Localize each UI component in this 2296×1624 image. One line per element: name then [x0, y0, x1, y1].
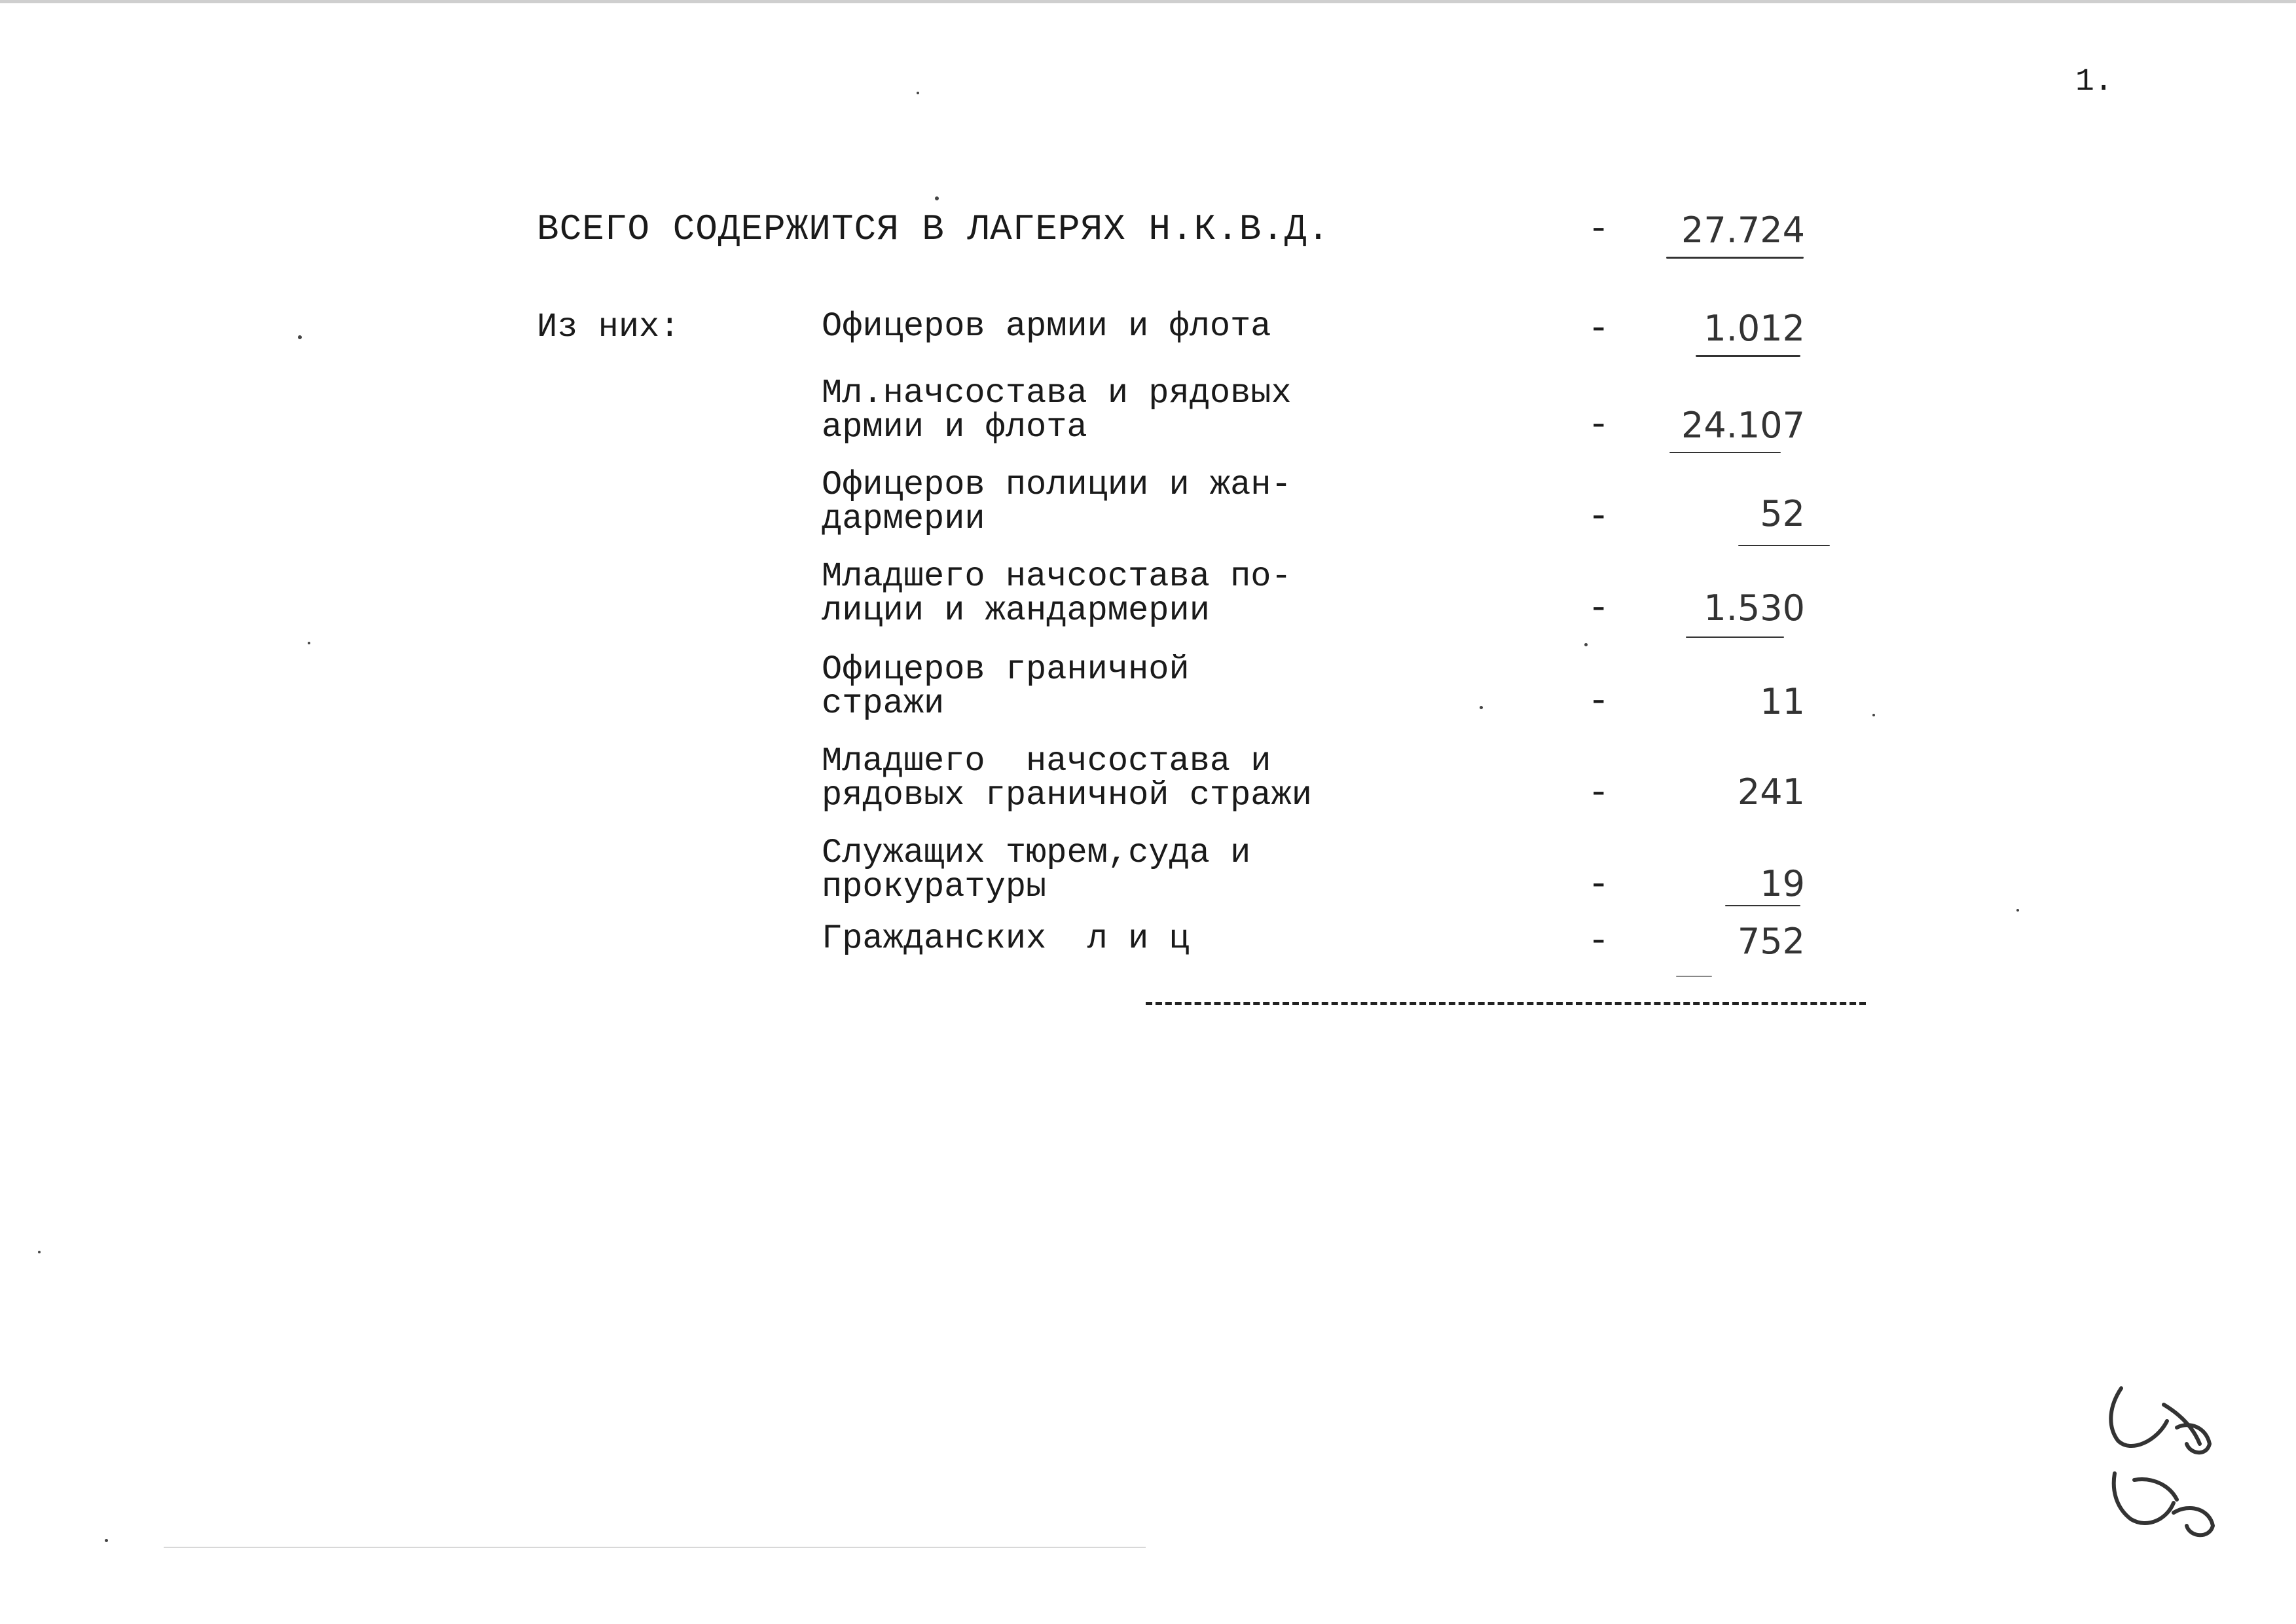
- item-value: 752: [1737, 921, 1805, 962]
- item-label: Офицеров армии и флота: [822, 307, 1271, 346]
- scan-speck: [935, 196, 939, 200]
- item-dash: -: [1588, 864, 1610, 906]
- item-label: Младшего начсостава по- лиции и жандармерии: [822, 557, 1292, 630]
- scan-top-edge: [0, 0, 2296, 3]
- item-dash: -: [1588, 587, 1610, 629]
- item-dash: -: [1588, 680, 1610, 722]
- value-underline: [1725, 905, 1800, 906]
- item-value: 24.107: [1681, 405, 1805, 446]
- item-value: 241: [1737, 771, 1805, 813]
- item-value: 52: [1760, 493, 1805, 534]
- of-them-label: Из них:: [537, 308, 680, 346]
- item-dash: -: [1588, 404, 1610, 446]
- item-label: Служащих тюрем,суда и прокуратуры: [822, 834, 1251, 906]
- value-underline: [1696, 355, 1800, 357]
- item-label: Гражданских л и ц: [822, 919, 1190, 958]
- item-dash: -: [1588, 772, 1610, 814]
- total-value-underline: [1666, 257, 1804, 259]
- scan-speck: [1480, 706, 1483, 709]
- scan-speck: [1872, 714, 1875, 716]
- item-label: Младшего начсостава и рядовых граничной стражи: [822, 742, 1312, 815]
- item-value: 1.530: [1704, 587, 1805, 629]
- value-underline: [1676, 976, 1712, 977]
- item-dash: -: [1588, 920, 1610, 962]
- total-dash: -: [1588, 208, 1610, 250]
- value-underline: [1738, 545, 1830, 546]
- page-number: 1.: [2075, 64, 2113, 100]
- scan-speck: [38, 1251, 41, 1253]
- item-dash: -: [1588, 308, 1610, 350]
- item-label: Офицеров полиции и жан- дармерии: [822, 466, 1292, 538]
- handwritten-archive-number-icon: [2095, 1382, 2246, 1545]
- item-dash: -: [1588, 496, 1610, 538]
- item-value: 19: [1760, 863, 1805, 904]
- scan-speck: [917, 92, 919, 94]
- scan-footer-line: [164, 1547, 1146, 1548]
- scan-speck: [105, 1539, 108, 1542]
- item-value: 11: [1760, 681, 1805, 722]
- scan-speck: [298, 335, 302, 339]
- item-label: Офицеров граничной стражи: [822, 650, 1190, 723]
- total-rule: [1146, 1002, 1866, 1005]
- total-value: 27.724: [1681, 210, 1805, 251]
- scan-speck: [1584, 643, 1588, 646]
- item-value: 1.012: [1704, 308, 1805, 349]
- scan-speck: [308, 642, 310, 644]
- scan-speck: [2016, 909, 2019, 912]
- value-underline: [1669, 452, 1781, 453]
- value-underline: [1686, 637, 1784, 638]
- document-title: ВСЕГО СОДЕРЖИТСЯ В ЛАГЕРЯХ Н.К.В.Д.: [537, 208, 1330, 250]
- item-label: Мл.начсостава и рядовых армии и флота: [822, 374, 1292, 447]
